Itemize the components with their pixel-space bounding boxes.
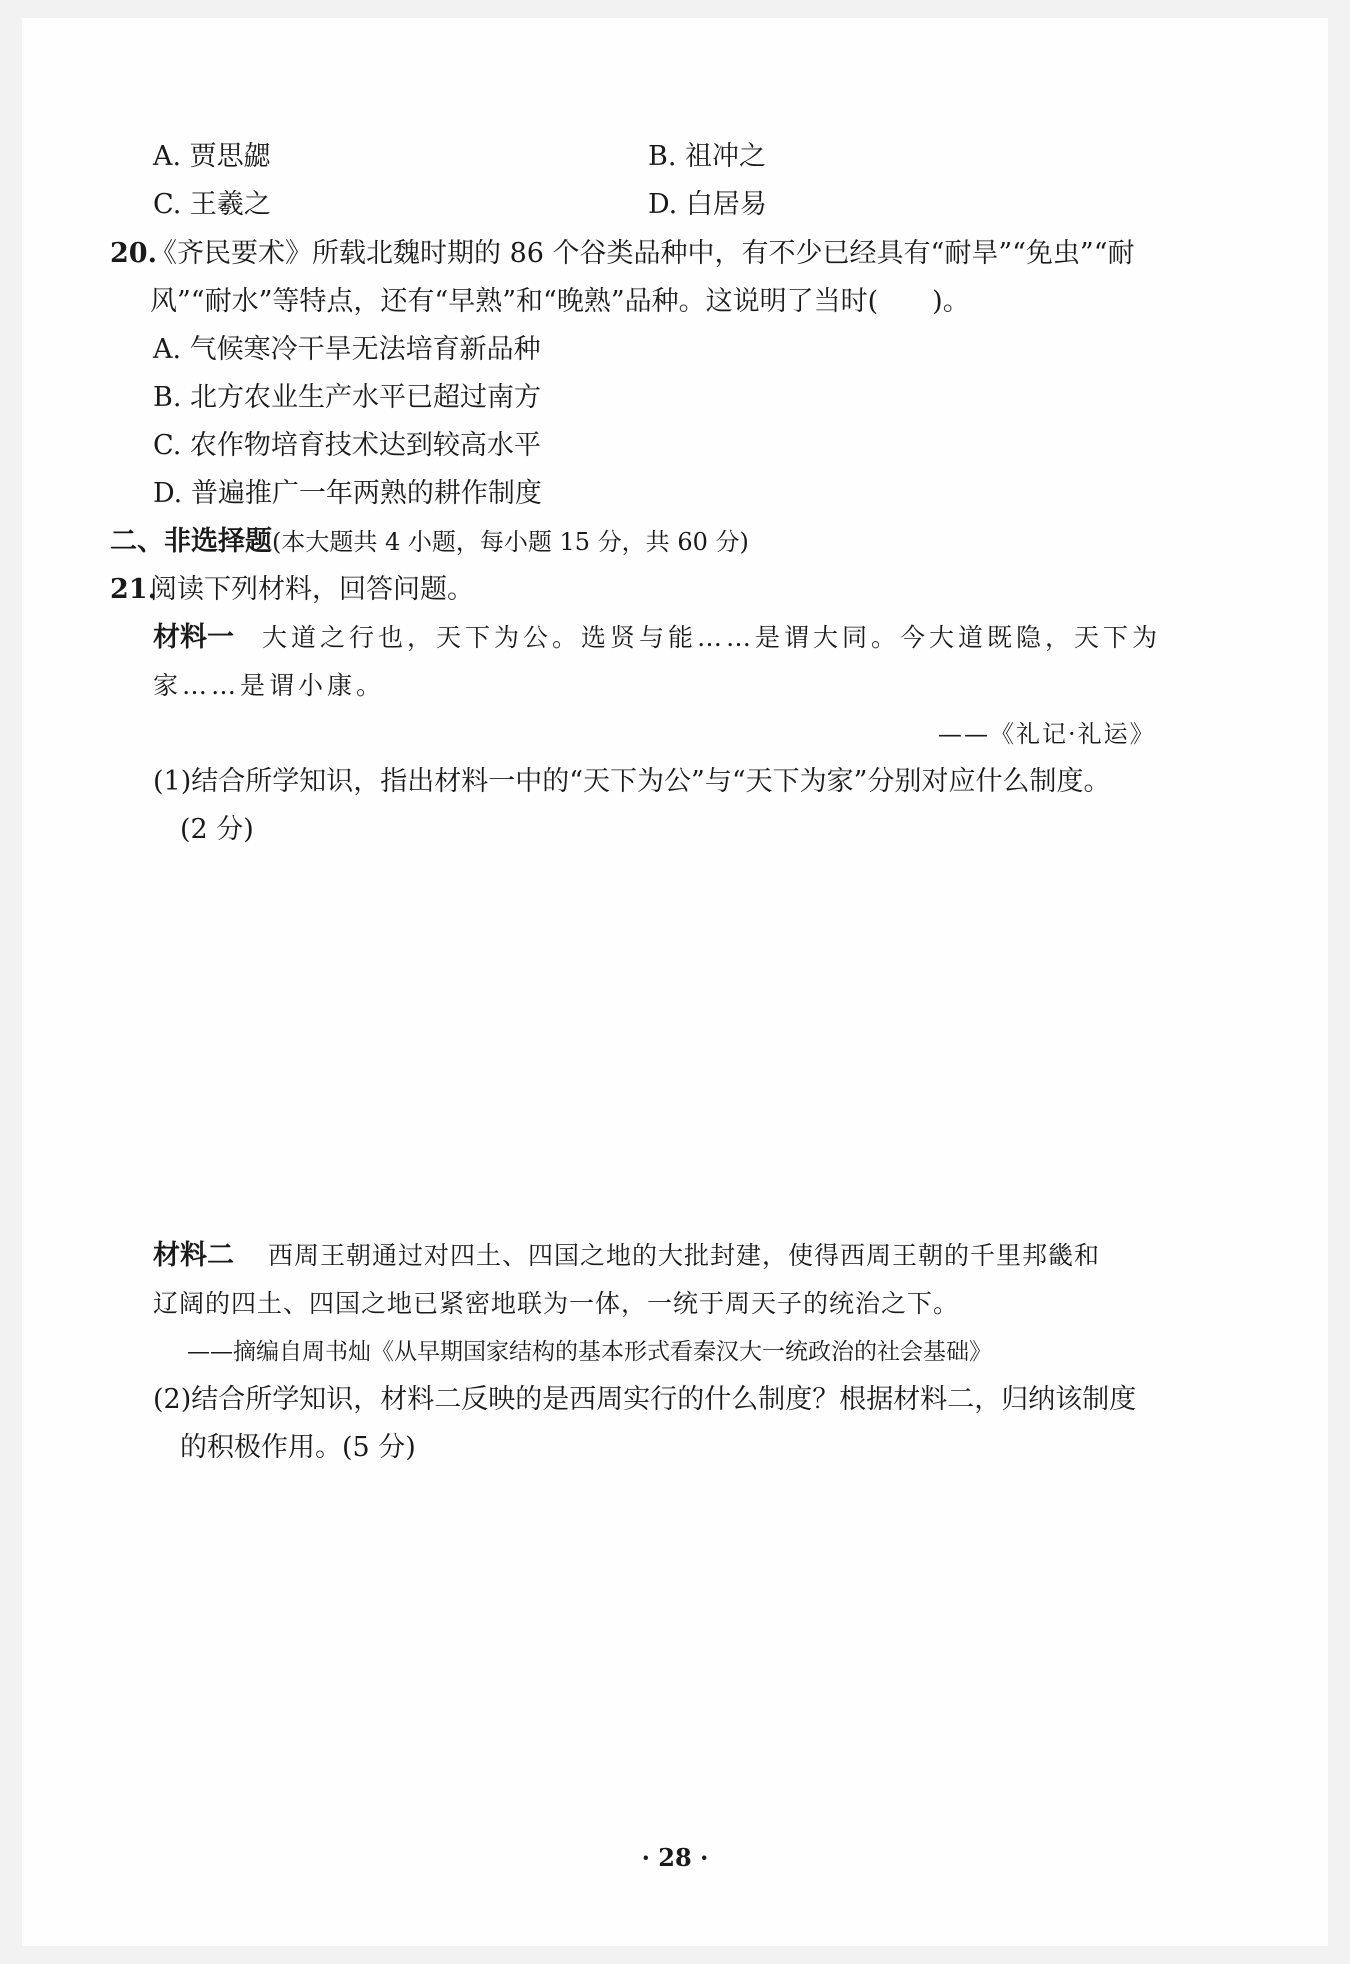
material1-line1: 大道之行也，天下为公。选贤与能……是谓大同。今大道既隐，天下为 — [262, 623, 1162, 652]
material1-source: ——《礼记·礼运》 — [938, 720, 1156, 748]
q19-option-d: D. 白居易 — [648, 189, 767, 220]
q21-number: 21. — [110, 574, 157, 605]
section2-note: (本大题共 4 小题，每小题 15 分，共 60 分) — [272, 528, 749, 556]
section2-heading — [110, 524, 749, 560]
material2-line2: 辽阔的四土、四国之地已紧密地联为一体，一统于周天子的统治之下。 — [153, 1289, 960, 1318]
material1-line2: 家……是谓小康。 — [153, 671, 386, 700]
q21-sub1-line1: (1)结合所学知识，指出材料一中的“天下为公”与“天下为家”分别对应什么制度。 — [153, 766, 1111, 797]
material1-label: 材料一 — [153, 622, 234, 653]
q21-intro: 阅读下列材料，回答问题。 — [150, 574, 474, 605]
q19-option-b: B. 祖冲之 — [648, 141, 767, 172]
q19-option-a: A. 贾思勰 — [153, 141, 271, 172]
q20-stem-line2: 风”“耐水”等特点，还有“早熟”和“晚熟”品种。这说明了当时( )。 — [150, 286, 970, 317]
material2-label: 材料二 — [153, 1240, 234, 1271]
q20-option-c: C. 农作物培育技术达到较高水平 — [153, 430, 541, 461]
q20-number: 20. — [110, 238, 157, 269]
page-number: · 28 · — [641, 1843, 709, 1872]
material2-source: ——摘编自周书灿《从早期国家结构的基本形式看秦汉大一统政治的社会基础》 — [187, 1339, 992, 1365]
q20-stem-line1: 《齐民要术》所载北魏时期的 86 个谷类品种中，有不少已经具有“耐旱”“免虫”“耐 — [150, 238, 1135, 269]
q20-option-d: D. 普遍推广一年两熟的耕作制度 — [153, 478, 542, 509]
q20-option-b: B. 北方农业生产水平已超过南方 — [153, 382, 542, 413]
material2-line1: 西周王朝通过对四土、四国之地的大批封建，使得西周王朝的千里邦畿和 — [268, 1241, 1101, 1270]
q19-option-c: C. 王羲之 — [153, 189, 271, 220]
q20-option-a: A. 气候寒冷干旱无法培育新品种 — [153, 334, 541, 365]
section2-title: 二、非选择题 — [110, 526, 272, 557]
q21-sub2-line2: 的积极作用。(5 分) — [180, 1432, 416, 1463]
q21-sub2-line1: (2)结合所学知识，材料二反映的是西周实行的什么制度？根据材料二，归纳该制度 — [153, 1384, 1137, 1415]
q21-sub1-line2: (2 分) — [180, 814, 254, 845]
